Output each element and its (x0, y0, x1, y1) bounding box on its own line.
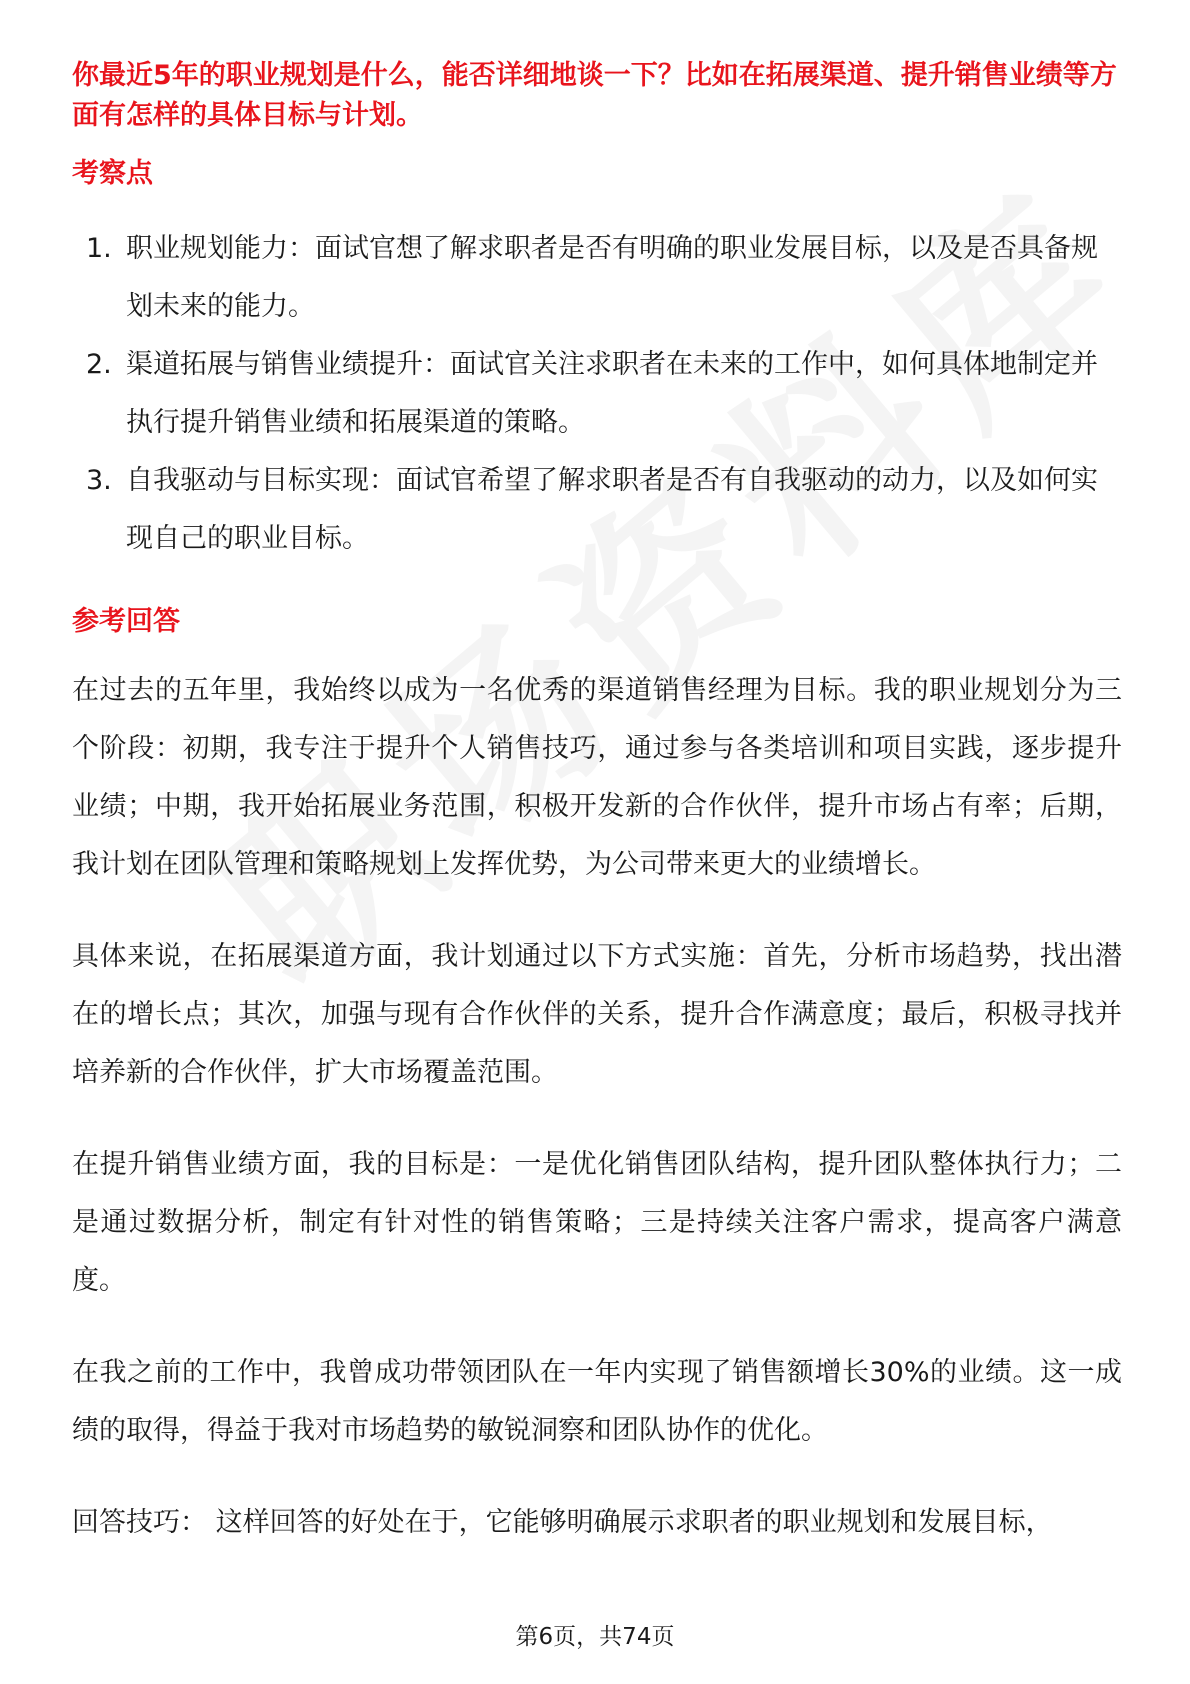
exam-point-number: 2. (86, 349, 112, 380)
exam-point-number: 3. (86, 465, 112, 496)
answer-paragraph: 在我之前的工作中，我曾成功带领团队在一年内实现了销售额增长30%的业绩。这一成绩的取得，得益于我对市场趋势的敏锐洞察和团队协作的优化。 (72, 1357, 1122, 1446)
page-number-footer: 第6页，共74页 (515, 1624, 675, 1650)
answer-paragraph: 在过去的五年里，我始终以成为一名优秀的渠道销售经理为目标。我的职业规划分为三个阶段：初期，我专注于提升个人销售技巧，通过参与各类培训和项目实践，逐步提升业绩；中期，我开始拓展业务范围，积极开发新的合作伙伴，提升市场占有率；后期，我计划在团队管理和策略规划上发挥优势，为公司带来更大的业绩增长。 (72, 675, 1122, 880)
exam-point-item (72, 220, 1122, 336)
exam-point-text: 职业规划能力：面试官想了解求职者是否有明确的职业发展目标，以及是否具备规划未来的能力。 (126, 233, 1098, 322)
exam-point-number: 1. (86, 233, 112, 264)
exam-points-list (72, 220, 1122, 568)
exam-point-item (72, 336, 1122, 452)
answer-title: 参考回答 (72, 606, 180, 637)
exam-point-text: 渠道拓展与销售业绩提升：面试官关注求职者在未来的工作中，如何具体地制定并执行提升销售业绩和拓展渠道的策略。 (126, 349, 1098, 438)
answer-paragraph: 在提升销售业绩方面，我的目标是：一是优化销售团队结构，提升团队整体执行力；二是通过数据分析，制定有针对性的销售策略；三是持续关注客户需求，提高客户满意度。 (72, 1149, 1122, 1296)
question-heading: 你最近5年的职业规划是什么，能否详细地谈一下？比如在拓展渠道、提升销售业绩等方面有怎样的具体目标与计划。 (72, 60, 1117, 131)
exam-point-text: 自我驱动与目标实现：面试官希望了解求职者是否有自我驱动的动力，以及如何实现自己的职业目标。 (126, 465, 1098, 554)
exam-points-title: 考察点 (72, 158, 153, 189)
answer-paragraph: 具体来说，在拓展渠道方面，我计划通过以下方式实施：首先，分析市场趋势，找出潜在的增长点；其次，加强与现有合作伙伴的关系，提升合作满意度；最后，积极寻找并培养新的合作伙伴，扩大市场覆盖范围。 (72, 941, 1122, 1088)
document-page (72, 56, 1122, 1586)
exam-point-item (72, 452, 1122, 568)
answer-tips: 回答技巧： 这样回答的好处在于，它能够明确展示求职者的职业规划和发展目标， (72, 1507, 1053, 1538)
